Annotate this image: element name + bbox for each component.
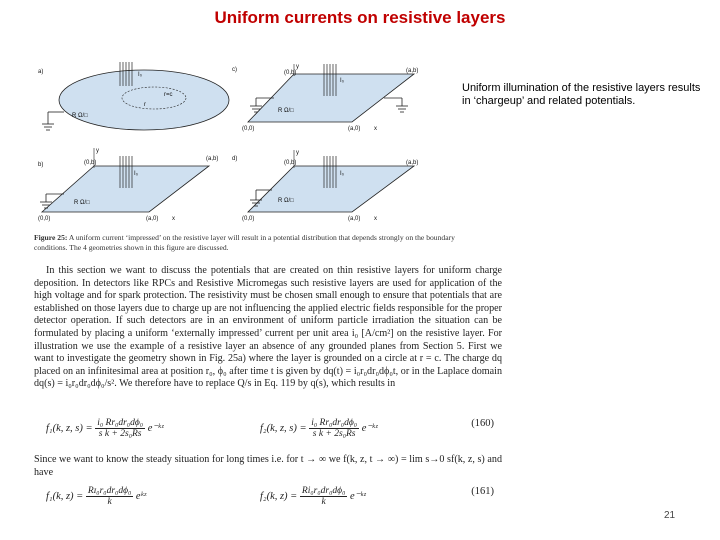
eq161-f1-den: k bbox=[107, 497, 112, 507]
eq161-f2 bbox=[260, 486, 366, 507]
eq160-f2 bbox=[260, 418, 377, 439]
eq160-f1 bbox=[46, 418, 163, 439]
i0-label-d: I₀ bbox=[340, 171, 345, 177]
caption-label: Figure 25: bbox=[34, 233, 68, 242]
eq161-f2-num: Ri₀r₀dr₀dϕ₀ bbox=[301, 486, 346, 496]
figure-25 bbox=[34, 60, 464, 230]
i0-label-c: I₀ bbox=[340, 78, 345, 84]
eq160-f2-num: i₀ Rr₀dr₀dϕ₀ bbox=[311, 418, 358, 428]
body-text bbox=[34, 265, 502, 391]
r-label: r bbox=[144, 102, 146, 108]
eq160-f2-exp: e⁻ᵏᶻ bbox=[361, 422, 378, 434]
eq161-f1-lhs: f₁(k, z) = bbox=[46, 490, 84, 502]
body-paragraph-1: In this section we want to discuss the potentials that are created on thin resistive layers for uniform charge deposition. In detectors like RPCs and Resistive Micromegas such resistive layers are used for application of the high voltage and for spark protection. The resistivity must be chosen small enough to ensure that potentials that are established on those layers due to charge up are not influencing the applied electric fields responsible for the proper detector operation. If such detectors are in an environment of uniform particle irradiation the situation can be formulated by placing a uniform ‘externally impressed’ current per unit area i₀ [A/cm²] on the resistive layer. For illustration we use the example of a resistive layer an absence of any grounded planes from Section 5. First we want to investigate the geometry shown in Fig. 25a) where the layer is grounded on a circle at r = c. The charge dq placed on an infinitesimal area at position r₀, ϕ₀ after time t is given by dq(t) = i₀r₀dr₀dϕ₀t, or in the Laplace domain dq(s) = i₀r₀dr₀dϕ₀/s². We therefore have to replace Q/s in Eq. 119 by q(s), which results in bbox=[34, 265, 502, 390]
eq160-f1-lhs: f₁(k, z, s) = bbox=[46, 422, 93, 434]
coord-c-0b: (0,b) bbox=[284, 70, 297, 76]
rc-label: r=c bbox=[164, 92, 173, 98]
caption-text: A uniform current ‘impressed’ on the resistive layer will result in a potential distribution that depends strongly on the boundary conditions. The 4 geometries shown in this figure are discussed. bbox=[34, 233, 455, 252]
panel-c-label: c) bbox=[232, 67, 237, 73]
y-axis-c: y bbox=[296, 64, 299, 70]
coord-b-ab: (a,b) bbox=[206, 156, 219, 162]
y-axis-b: y bbox=[96, 148, 99, 154]
body-paragraph-2: Since we want to know the steady situation for long times i.e. for t → ∞ we f(k, z, t → ∞) = lim s→0 sf(k, z, s) and have bbox=[34, 454, 502, 478]
x-axis-b: x bbox=[172, 216, 175, 222]
eq161-f2-den: k bbox=[321, 497, 326, 507]
eq160-f2-lhs: f₂(k, z, s) = bbox=[260, 422, 307, 434]
eq161-number: (161) bbox=[471, 486, 494, 497]
res-label-d: R Ω/□ bbox=[278, 198, 294, 204]
eq160-f2-den: s k + 2s₀Rs bbox=[312, 429, 356, 439]
coord-d-0b: (0,b) bbox=[284, 160, 297, 166]
eq161-f1 bbox=[46, 486, 146, 507]
eq160-f1-den: s k + 2s₀Rs bbox=[98, 429, 142, 439]
res-label-b: R Ω/□ bbox=[74, 200, 90, 206]
res-label-c: R Ω/□ bbox=[278, 108, 294, 114]
panel-b-label: b) bbox=[38, 162, 44, 168]
coord-b-00: (0,0) bbox=[38, 216, 51, 222]
i0-label-b: I₀ bbox=[134, 171, 139, 177]
y-axis-d: y bbox=[296, 150, 299, 156]
coord-b-a0: (a,0) bbox=[146, 216, 159, 222]
eq161-f2-frac bbox=[300, 486, 347, 507]
i0-label-a: I₀ bbox=[138, 72, 143, 78]
slide-title: Uniform currents on resistive layers bbox=[214, 8, 506, 27]
eq161-f2-lhs: f₂(k, z) = bbox=[260, 490, 298, 502]
eq161-f1-frac bbox=[86, 486, 133, 507]
eq161-f2-exp: e⁻ᵏᶻ bbox=[350, 490, 366, 502]
eq161-f1-exp: eᵏᶻ bbox=[135, 490, 147, 502]
x-axis-d: x bbox=[374, 216, 377, 222]
panel-a-label: a) bbox=[38, 69, 44, 75]
eq160-f1-num: i₀ Rr₀dr₀dϕ₀ bbox=[97, 418, 144, 428]
eq160-number: (160) bbox=[471, 418, 494, 429]
coord-c-00: (0,0) bbox=[242, 126, 255, 132]
x-axis-c: x bbox=[374, 126, 377, 132]
coord-d-00: (0,0) bbox=[242, 216, 255, 222]
coord-b-0b: (0,b) bbox=[84, 160, 97, 166]
res-label-a: R Ω/□ bbox=[72, 113, 88, 119]
plane-b bbox=[42, 166, 209, 212]
coord-c-a0: (a,0) bbox=[348, 126, 361, 132]
equation-161 bbox=[34, 480, 502, 508]
eq160-f2-frac bbox=[309, 418, 359, 439]
panel-d-label: d) bbox=[232, 156, 238, 162]
eq161-f1-num: Rɪ₀r₀dr₀dϕ₀ bbox=[87, 486, 132, 496]
disk-layer bbox=[59, 70, 229, 130]
coord-d-a0: (a,0) bbox=[348, 216, 361, 222]
eq160-f1-exp: e⁻ᵏᶻ bbox=[147, 422, 164, 434]
ground-symbol-a bbox=[42, 112, 64, 130]
plane-d bbox=[248, 166, 414, 212]
equation-160 bbox=[34, 412, 502, 440]
page-number: 21 bbox=[664, 510, 676, 521]
side-note: Uniform illumination of the resistive layers results in ‘chargeup’ and related potentials. bbox=[462, 82, 701, 107]
figure-caption bbox=[34, 233, 464, 252]
coord-d-ab: (a,b) bbox=[406, 160, 419, 166]
coord-c-ab: (a,b) bbox=[406, 68, 419, 74]
eq160-f1-frac bbox=[95, 418, 145, 439]
